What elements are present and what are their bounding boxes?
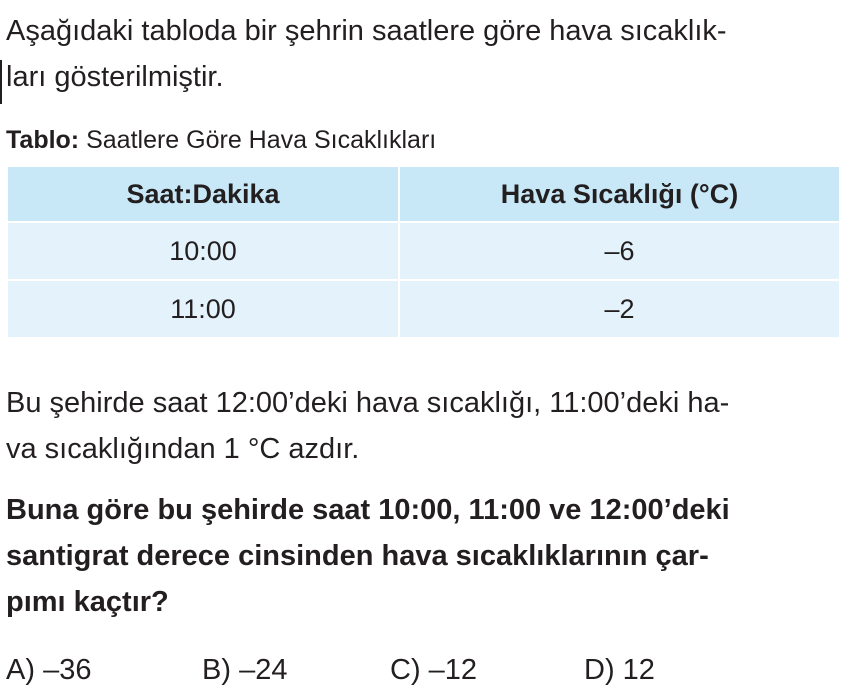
cell-temperature: –2	[399, 280, 840, 338]
cell-temperature: –6	[399, 222, 840, 280]
info-text	[6, 380, 844, 472]
option-c[interactable]	[390, 648, 477, 692]
intro-line-1: Aşağıdaki tabloda bir şehrin saatlere göre hava sıcaklık-	[6, 15, 727, 47]
option-value: 12	[622, 654, 655, 686]
table-row	[7, 222, 840, 280]
option-value: –12	[428, 654, 478, 686]
table-caption	[6, 124, 436, 156]
table-caption-text: Saatlere Göre Hava Sıcaklıkları	[79, 126, 437, 154]
option-value: –36	[43, 654, 92, 686]
cell-time: 11:00	[7, 280, 399, 338]
header-temperature: Hava Sıcaklığı (°C)	[399, 166, 840, 222]
info-line-2: va sıcaklığından 1 °C azdır.	[6, 433, 360, 465]
intro-line-2: ları gösterilmiştir.	[6, 61, 224, 93]
option-letter: B)	[202, 654, 231, 686]
option-b[interactable]	[202, 648, 287, 692]
table-header-row	[7, 166, 840, 222]
margin-mark	[0, 60, 2, 104]
option-a[interactable]	[6, 648, 91, 692]
table-row	[7, 280, 840, 338]
option-d[interactable]	[584, 648, 655, 692]
option-letter: A)	[6, 654, 35, 686]
info-line-1: Bu şehirde saat 12:00’deki hava sıcaklığı, 11:00’deki ha-	[6, 387, 730, 419]
table-caption-label: Tablo:	[6, 126, 80, 154]
temperature-table	[6, 165, 841, 339]
question-line-2: santigrat derece cinsinden hava sıcaklıklarının çar-	[6, 540, 709, 572]
question-line-1: Buna göre bu şehirde saat 10:00, 11:00 ve 12:00’deki	[6, 494, 730, 526]
option-value: –24	[239, 654, 288, 686]
option-letter: C)	[390, 654, 421, 686]
option-letter: D)	[584, 654, 615, 686]
question-text	[6, 487, 844, 625]
intro-text	[6, 8, 844, 100]
answer-options	[6, 648, 846, 692]
cell-time: 10:00	[7, 222, 399, 280]
question-line-3: pımı kaçtır?	[6, 586, 169, 618]
header-time: Saat:Dakika	[7, 166, 399, 222]
